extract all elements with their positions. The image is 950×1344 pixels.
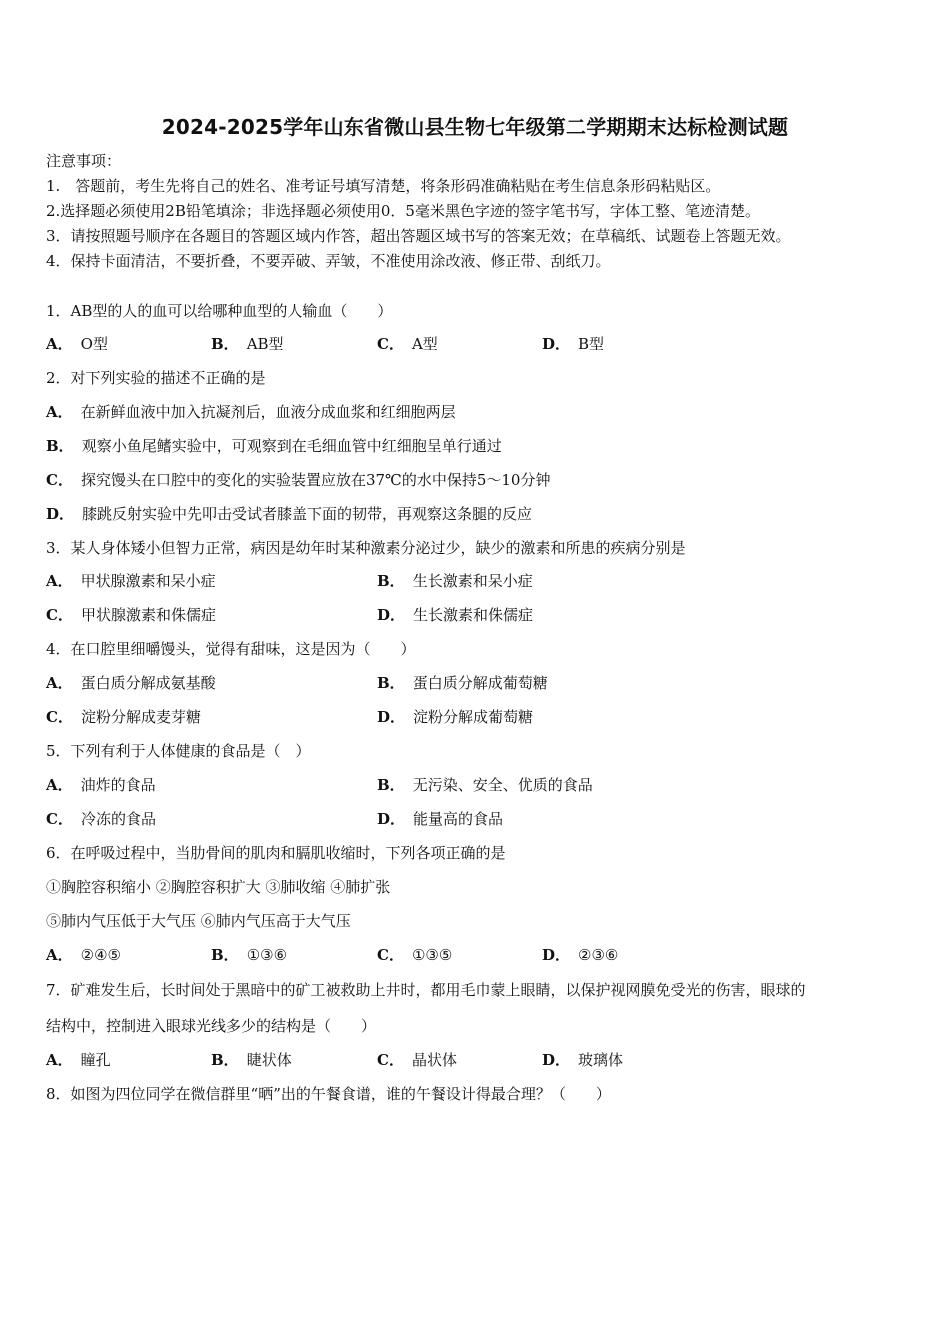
option-text: 无污染、安全、优质的食品 <box>412 776 593 794</box>
option-text: A型 <box>411 335 438 353</box>
option-d <box>542 945 618 965</box>
question-stem: 2．对下列实验的描述不正确的是 <box>46 369 266 387</box>
option-label: A． <box>46 572 73 590</box>
option-text: 甲状腺激素和呆小症 <box>80 572 216 590</box>
option-text: 蛋白质分解成氨基酸 <box>80 674 216 692</box>
option-label: C． <box>46 810 73 828</box>
option-label: C． <box>377 946 404 964</box>
option-text: 在新鲜血液中加入抗凝剂后，血液分成血浆和红细胞两层 <box>80 403 456 421</box>
option-label: B． <box>377 674 405 692</box>
notice-item: 2.选择题必须使用2B铅笔填涂；非选择题必须使用0．5毫米黑色字迹的签字笔书写，字体工整、笔迹清楚。 <box>46 202 760 220</box>
option-text: ②③⑥ <box>578 946 619 964</box>
option-text: 冷冻的食品 <box>80 810 156 828</box>
notice-heading: 注意事项： <box>46 152 122 170</box>
page-title: 2024-2025学年山东省微山县生物七年级第二学期期末达标检测试题 <box>161 115 789 139</box>
option-label: D． <box>542 1051 571 1069</box>
option-text: 能量高的食品 <box>413 810 504 828</box>
notice-item: 1. 答题前，考生先将自己的姓名、准考证号填写清楚，将条形码准确粘贴在考生信息条形码粘贴区。 <box>46 177 721 195</box>
option-label: A． <box>46 335 73 353</box>
option-c <box>46 470 550 490</box>
option-a <box>46 945 121 965</box>
option-label: C． <box>46 708 73 726</box>
option-a <box>46 1050 111 1070</box>
option-text: ①③⑤ <box>411 946 453 964</box>
option-text: 生长激素和侏儒症 <box>413 606 534 624</box>
option-text: 生长激素和呆小症 <box>412 572 533 590</box>
option-label: B． <box>211 335 239 353</box>
option-label: D． <box>377 810 406 828</box>
option-b <box>377 775 593 795</box>
option-c <box>46 707 201 727</box>
option-text: B型 <box>578 335 605 353</box>
option-label: A． <box>46 776 73 794</box>
option-text: 蛋白质分解成葡萄糖 <box>412 674 548 692</box>
question-stem: 6．在呼吸过程中，当肋骨间的肌肉和膈肌收缩时，下列各项正确的是 <box>46 844 506 862</box>
option-label: C． <box>377 1051 404 1069</box>
option-label: B． <box>377 572 405 590</box>
option-text: ①③⑥ <box>246 946 288 964</box>
option-label: B． <box>211 1051 239 1069</box>
question-statement: ①胸腔容积缩小 ②胸腔容积扩大 ③肺收缩 ④肺扩张 <box>46 878 391 896</box>
option-a <box>46 334 108 354</box>
option-text: 淀粉分解成麦芽糖 <box>80 708 201 726</box>
option-d <box>377 605 533 625</box>
option-c <box>46 809 156 829</box>
option-text: ②④⑤ <box>80 946 121 964</box>
option-label: A． <box>46 1051 73 1069</box>
option-text: 睫状体 <box>246 1051 292 1069</box>
option-c <box>377 1050 457 1070</box>
question-stem: 3．某人身体矮小但智力正常，病因是幼年时某种激素分泌过少，缺少的激素和所患的疾病分别是 <box>46 539 686 557</box>
option-c <box>377 945 452 965</box>
notice-item: 4．保持卡面清洁，不要折叠，不要弄破、弄皱，不准使用涂改液、修正带、刮纸刀。 <box>46 252 611 270</box>
option-text: 探究馒头在口腔中的变化的实验装置应放在37℃的水中保持5～10分钟 <box>80 471 551 489</box>
question-stem: 4．在口腔里细嚼馒头，觉得有甜味，这是因为（ ） <box>46 640 416 658</box>
option-c <box>46 605 216 625</box>
option-d <box>542 334 604 354</box>
option-text: AB型 <box>246 335 284 353</box>
question-statement: ⑤肺内气压低于大气压 ⑥肺内气压高于大气压 <box>46 912 351 930</box>
question-stem: 1．AB型的人的血可以给哪种血型的人输血（ ） <box>46 302 393 320</box>
option-label: D． <box>377 606 406 624</box>
option-text: O型 <box>80 335 108 353</box>
option-label: D． <box>542 946 571 964</box>
option-text: 油炸的食品 <box>80 776 156 794</box>
option-text: 甲状腺激素和侏儒症 <box>80 606 216 624</box>
option-label: A． <box>46 946 73 964</box>
question-stem-continued: 结构中，控制进入眼球光线多少的结构是（ ） <box>46 1017 377 1035</box>
option-label: D． <box>46 505 75 523</box>
option-label: B． <box>377 776 405 794</box>
option-label: A． <box>46 403 73 421</box>
option-a <box>46 402 456 422</box>
option-b <box>211 945 287 965</box>
option-label: C． <box>46 606 73 624</box>
option-text: 玻璃体 <box>578 1051 624 1069</box>
option-label: C． <box>46 471 73 489</box>
option-text: 晶状体 <box>411 1051 457 1069</box>
question-stem: 8．如图为四位同学在微信群里“晒”出的午餐食谱，谁的午餐设计得最合理？（ ） <box>46 1085 611 1103</box>
option-b <box>377 571 533 591</box>
option-b <box>211 1050 292 1070</box>
option-label: C． <box>377 335 404 353</box>
question-stem: 7．矿难发生后，长时间处于黑暗中的矿工被救助上井时，都用毛巾蒙上眼睛，以保护视网膜免受光的伤害，眼球的 <box>46 981 806 999</box>
option-text: 膝跳反射实验中先叩击受试者膝盖下面的韧带，再观察这条腿的反应 <box>82 505 533 523</box>
option-text: 瞳孔 <box>80 1051 111 1069</box>
notice-item: 3．请按照题号顺序在各题目的答题区域内作答，超出答题区域书写的答案无效；在草稿纸、试题卷上答题无效。 <box>46 227 791 245</box>
option-a <box>46 571 216 591</box>
option-b <box>377 673 548 693</box>
option-label: D． <box>542 335 571 353</box>
option-d <box>542 1050 623 1070</box>
option-text: 观察小鱼尾鳍实验中，可观察到在毛细血管中红细胞呈单行通过 <box>81 437 502 455</box>
option-label: A． <box>46 674 73 692</box>
option-c <box>377 334 438 354</box>
option-a <box>46 775 156 795</box>
option-label: B． <box>46 437 74 455</box>
option-label: D． <box>377 708 406 726</box>
option-label: B． <box>211 946 239 964</box>
question-stem: 5．下列有利于人体健康的食品是（ ） <box>46 742 311 760</box>
option-a <box>46 673 216 693</box>
option-d <box>377 809 503 829</box>
option-b <box>211 334 284 354</box>
option-d <box>377 707 533 727</box>
option-text: 淀粉分解成葡萄糖 <box>413 708 534 726</box>
option-d <box>46 504 532 524</box>
option-b <box>46 436 502 456</box>
